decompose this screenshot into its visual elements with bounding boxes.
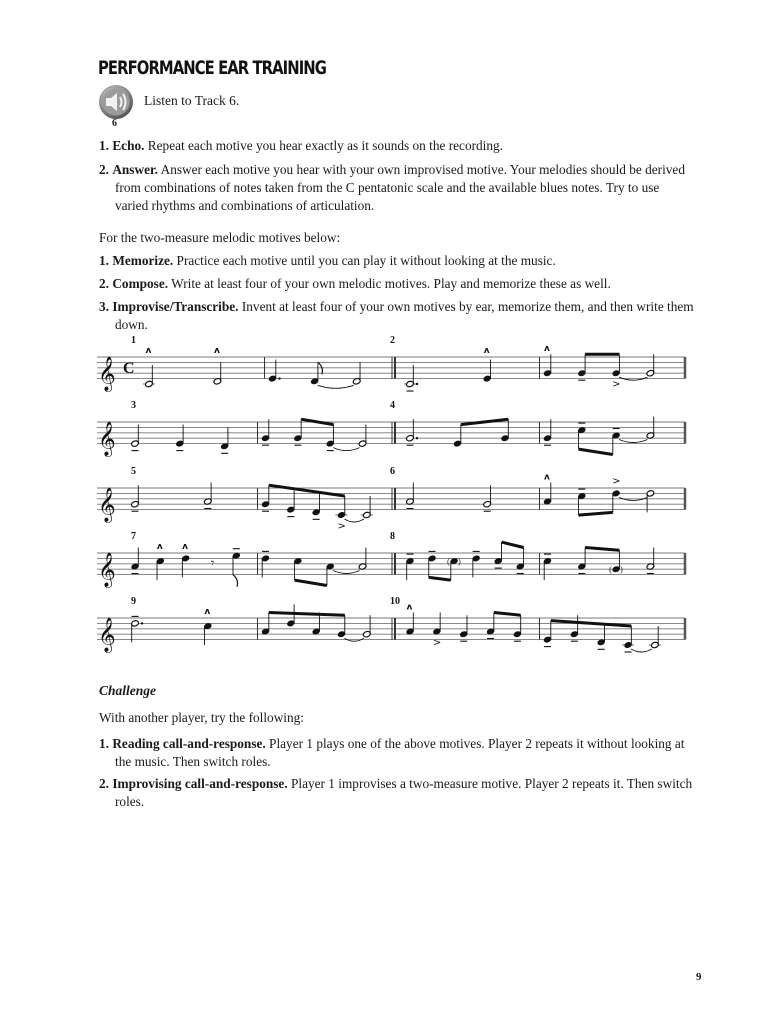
beam	[269, 613, 345, 616]
tie	[333, 571, 359, 574]
motive-number: 7	[131, 531, 136, 542]
motive-number: 5	[131, 466, 136, 477]
motive-step-3: 3. Improvise/Transcribe. Invent at least four of your own motives by ear, memorize them, and then write them down.	[99, 299, 694, 332]
dot	[416, 383, 418, 385]
dot	[416, 437, 418, 439]
challenge-heading: Challenge	[99, 683, 157, 698]
marcato-mark: ʌ	[406, 602, 413, 613]
tie	[619, 440, 647, 443]
motive-number: 8	[390, 531, 395, 542]
ear-step-1: 1. Echo. Repeat each motive you hear exactly as it sounds on the recording.	[99, 138, 503, 153]
treble-clef-icon: 𝄞	[98, 552, 116, 588]
challenge-intro: With another player, try the following:	[99, 710, 304, 725]
track-number: 6	[112, 118, 117, 129]
staff-system	[97, 400, 685, 458]
tie	[333, 448, 359, 451]
motive-number: 6	[390, 466, 395, 477]
paren: (	[447, 557, 450, 567]
page-number: 9	[696, 971, 702, 983]
motive-number: 3	[131, 400, 136, 411]
time-signature: C	[123, 359, 135, 377]
motive-number: 9	[131, 596, 136, 607]
motives-intro: For the two-measure melodic motives below:	[99, 230, 341, 245]
paren: (	[609, 565, 612, 575]
motive-number: 4	[390, 400, 395, 411]
tie	[318, 385, 354, 388]
marcato-mark: ʌ	[182, 542, 189, 552]
ear-step-2: 2. Answer. Answer each motive you hear with your own improvised motive. Your melodies should be derived from combinations of notes taken from the C pentatonic scale and the available blues notes. Try to use varied rhythms and combinations of articulation.	[99, 162, 685, 213]
accent-mark: >	[612, 476, 621, 487]
marcato-mark: ʌ	[145, 346, 152, 356]
motive-number: 1	[131, 335, 136, 346]
marcato-mark: ʌ	[204, 607, 211, 617]
track-instruction: Listen to Track 6.	[144, 93, 240, 108]
treble-clef-icon: 𝄞	[98, 617, 116, 653]
staff-system	[97, 335, 685, 393]
challenge-step-1: 1. Reading call-and-response. Player 1 plays one of the above motives. Player 2 repeats it without looking at the music. Then switch roles.	[99, 736, 685, 769]
speaker-icon[interactable]	[98, 84, 134, 120]
treble-clef-icon: 𝄞	[98, 421, 116, 457]
beam	[585, 548, 619, 551]
note-flag	[318, 362, 323, 374]
dot	[278, 377, 280, 379]
accent-mark: >	[432, 637, 442, 649]
beam	[579, 449, 613, 454]
staff-system	[97, 466, 685, 532]
paren: )	[620, 565, 623, 575]
motive-number: 10	[390, 596, 400, 607]
motive-step-1: 1. Memorize. Practice each motive until you can play it without looking at the music.	[99, 253, 556, 268]
marcato-mark: ʌ	[156, 542, 163, 552]
beam	[579, 512, 613, 515]
page-title: PERFORMANCE EAR TRAINING	[98, 57, 327, 79]
accent-mark: >	[612, 379, 621, 391]
marcato-mark: ʌ	[483, 346, 490, 356]
challenge-step-2: 2. Improvising call-and-response. Player 1 improvises a two-measure motive. Player 2 repeats it. Then switch roles.	[99, 776, 693, 809]
beam	[269, 485, 345, 496]
treble-clef-icon: 𝄞	[98, 487, 116, 523]
tie	[344, 519, 363, 522]
eighth-rest: 𝄾	[210, 555, 215, 570]
tie	[631, 649, 652, 652]
staff-system	[97, 596, 685, 654]
accent-mark: >	[337, 521, 346, 532]
music-score	[0, 330, 768, 670]
staff-system	[97, 531, 685, 589]
treble-clef-icon: 𝄞	[98, 356, 116, 392]
marcato-mark: ʌ	[544, 344, 550, 355]
dot	[141, 622, 143, 624]
motive-number: 2	[390, 335, 395, 346]
note-flag	[233, 575, 238, 587]
beam	[502, 542, 524, 547]
motive-step-2: 2. Compose. Write at least four of your own melodic motives. Play and memorize these as well.	[99, 276, 611, 291]
marcato-mark: ʌ	[544, 472, 550, 483]
marcato-mark: ʌ	[213, 346, 220, 356]
beam	[295, 580, 327, 585]
beam	[429, 577, 451, 580]
paren: )	[458, 557, 461, 567]
beam	[494, 613, 521, 616]
